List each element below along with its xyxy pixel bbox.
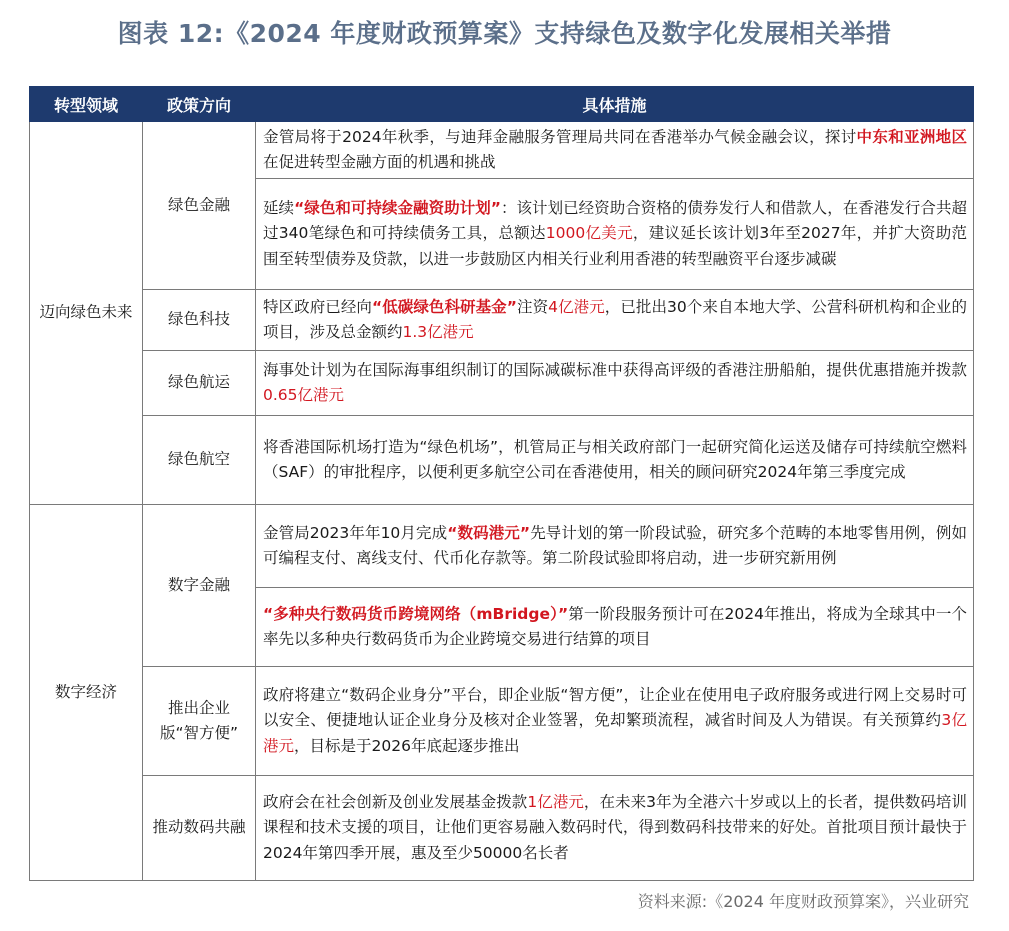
measures-table [29,86,974,881]
page-title: 图表 12:《2024 年度财政预算案》支持绿色及数字化发展相关举措 [117,19,892,48]
table-row [30,776,974,881]
table-row [30,290,974,351]
source-note: 资料来源:《2024 年度财政预算案》，兴业研究 [637,892,969,911]
table-row [30,351,974,416]
table-row [30,667,974,776]
measure-digital-finance-1: 金管局2023年年10月完成“数码港元”先导计划的第一阶段试验，研究多个范畴的本地零售用例，例如可编程支付、离线支付、代币化存款等。第二阶段试验即将启动，进一步研究新用例 [256,505,974,588]
measure-green-aviation: 将香港国际机场打造为“绿色机场”，机管局正与相关政府部门一起研究简化运送及储存可持续航空燃料（SAF）的审批程序，以便利更多航空公司在香港使用，相关的顾问研究2024年第三季度完成 [256,416,974,505]
area-digital-economy: 数字经济 [30,505,143,881]
measure-enterprise-ismart: 政府将建立“数码企业身分”平台，即企业版“智方便”，让企业在使用电子政府服务或进行网上交易时可以安全、便捷地认证企业身分及核对企业签署，免却繁琐流程，减省时间及人为错误。有关预算约3亿港元，目标是于2026年底起逐步推出 [256,667,974,776]
direction-green-shipping: 绿色航运 [143,351,256,416]
table-row [30,416,974,505]
table-header-row [30,87,974,122]
direction-green-tech: 绿色科技 [143,290,256,351]
measure-green-finance-2: 延续“绿色和可持续金融资助计划”：该计划已经资助合资格的债券发行人和借款人，在香港发行合共超过340笔绿色和可持续债务工具，总额达1000亿美元，建议延长该计划3年至2027年，并扩大资助范围至转型债券及贷款，以进一步鼓励区内相关行业利用香港的转型融资平台逐步减碳 [256,179,974,290]
direction-enterprise-ismart: 推出企业版“智方便” [143,667,256,776]
measure-digital-finance-2: “多种央行数码货币跨境网络（mBridge）”第一阶段服务预计可在2024年推出，将成为全球其中一个率先以多种央行数码货币为企业跨境交易进行结算的项目 [256,588,974,667]
header-measures: 具体措施 [256,87,974,122]
measure-green-shipping: 海事处计划为在国际海事组织制订的国际减碳标准中获得高评级的香港注册船舶，提供优惠措施并拨款0.65亿港元 [256,351,974,416]
area-green-future: 迈向绿色未来 [30,122,143,505]
measure-green-finance-1: 金管局将于2024年秋季，与迪拜金融服务管理局共同在香港举办气候金融会议，探讨中东和亚洲地区在促进转型金融方面的机遇和挑战 [256,122,974,179]
direction-green-finance: 绿色金融 [143,122,256,290]
direction-digital-finance: 数字金融 [143,505,256,667]
direction-green-aviation: 绿色航空 [143,416,256,505]
header-area: 转型领域 [30,87,143,122]
measure-digital-inclusion: 政府会在社会创新及创业发展基金拨款1亿港元，在未来3年为全港六十岁或以上的长者，提供数码培训课程和技术支援的项目，让他们更容易融入数码时代，得到数码科技带来的好处。首批项目预计最快于2024年第四季开展，惠及至少50000名长者 [256,776,974,881]
table-row [30,122,974,179]
direction-digital-inclusion: 推动数码共融 [143,776,256,881]
measure-green-tech: 特区政府已经向“低碳绿色科研基金”注资4亿港元，已批出30个来自本地大学、公营科研机构和企业的项目，涉及总金额约1.3亿港元 [256,290,974,351]
table-row [30,505,974,588]
header-direction: 政策方向 [143,87,256,122]
